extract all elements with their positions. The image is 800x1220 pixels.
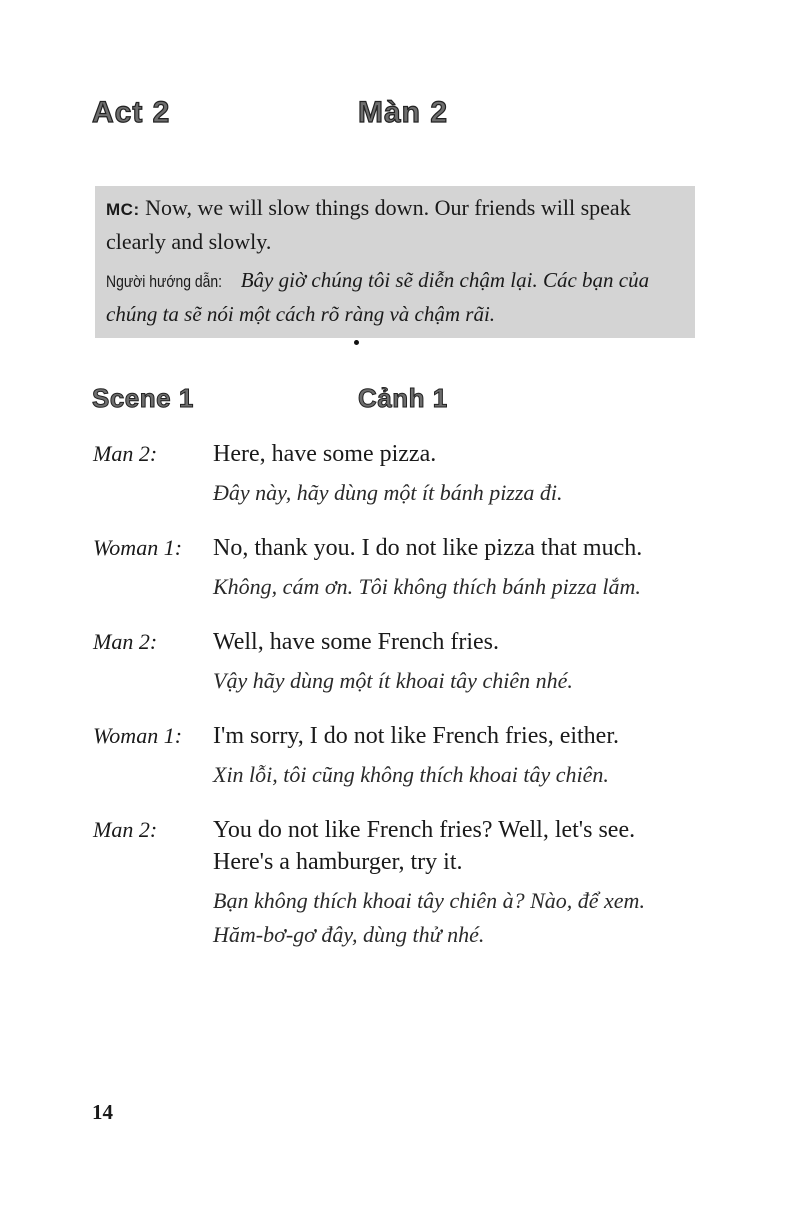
- mc-box: [95, 186, 695, 338]
- speaker: Woman 1:: [93, 535, 183, 560]
- line-vietnamese: Bạn không thích khoai tây chiên à? Nào, để xem. Hăm-bơ-gơ đây, dùng thử nhé.: [213, 888, 645, 947]
- dialogue-turn: [0, 532, 800, 604]
- line-english: Here, have some pizza.: [213, 441, 437, 467]
- mc-vietnamese: [106, 264, 685, 330]
- speaker: Man 2:: [93, 629, 158, 654]
- speaker: Man 2:: [93, 441, 158, 466]
- dialogue-turn: [0, 626, 800, 698]
- line-vietnamese: Không, cám ơn. Tôi không thích bánh pizza lắm.: [213, 574, 641, 599]
- stray-dot: [354, 340, 359, 345]
- act-title-en: Act 2: [92, 96, 171, 129]
- line-english: Well, have some French fries.: [213, 629, 499, 655]
- mc-vi-text: Bây giờ chúng tôi sẽ diễn chậm lại. Các bạn của chúng ta sẽ nói một cách rõ ràng và chậm rãi.: [106, 268, 650, 326]
- dialogue: [0, 438, 800, 974]
- line-vietnamese: Đây này, hãy dùng một ít bánh pizza đi.: [213, 480, 563, 505]
- line-english: I'm sorry, I do not like French fries, either.: [213, 723, 619, 749]
- act-title-vi: Màn 2: [358, 96, 449, 129]
- dialogue-turn: [0, 438, 800, 510]
- page-number: 14: [92, 1100, 113, 1124]
- dialogue-turn: [0, 814, 800, 952]
- mc-text: Now, we will slow things down. Our friends will speak clearly and slowly.: [106, 195, 631, 254]
- line-english: No, thank you. I do not like pizza that much.: [213, 535, 643, 561]
- speaker: Man 2:: [93, 817, 158, 842]
- scene-title-en: Scene 1: [92, 383, 194, 413]
- dialogue-turn: [0, 720, 800, 792]
- mc-label: MC:: [106, 200, 140, 219]
- scene-title-vi: Cảnh 1: [358, 383, 448, 413]
- line-vietnamese: Vậy hãy dùng một ít khoai tây chiên nhé.: [213, 668, 573, 693]
- line-english: You do not like French fries? Well, let's see. Here's a hamburger, try it.: [213, 817, 636, 875]
- mc-vi-label: Người hướng dẫn:: [106, 272, 223, 291]
- line-vietnamese: Xin lỗi, tôi cũng không thích khoai tây chiên.: [213, 762, 609, 787]
- mc-english: [106, 192, 685, 258]
- speaker: Woman 1:: [93, 723, 183, 748]
